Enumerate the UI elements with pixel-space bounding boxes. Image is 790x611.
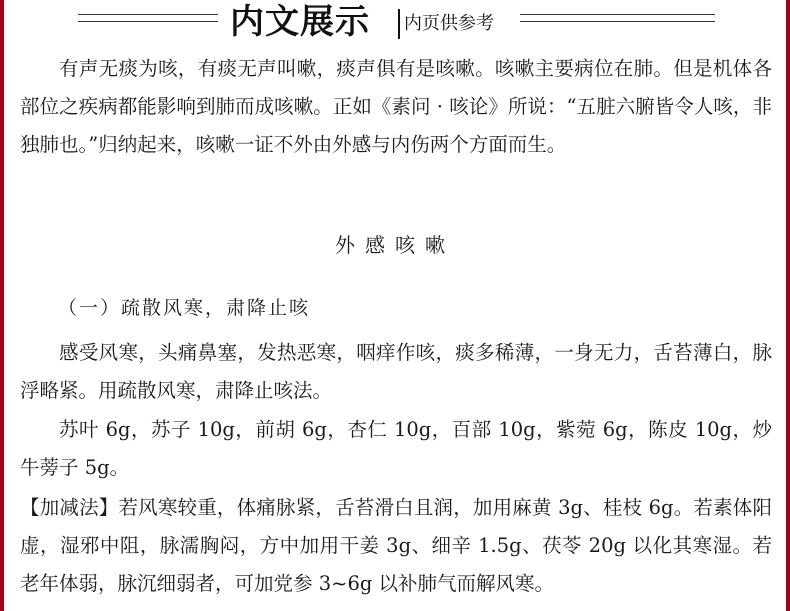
header-title: 内文展示 <box>230 2 370 42</box>
section-title: 外感咳嗽 <box>335 233 455 257</box>
header-separator <box>398 9 400 39</box>
prescription-paragraph: 苏叶 6g，苏子 10g，前胡 6g，杏仁 10g，百部 10g，紫菀 6g，陈皮 10g，炒牛蒡子 5g。 <box>20 418 772 479</box>
page-header <box>0 0 790 50</box>
header-rule-left-top <box>78 14 218 15</box>
modification-paragraph: 【加减法】若风寒较重，体痛脉紧，舌苔滑白且润，加用麻黄 3g、桂枝 6g。若素体阳虚，湿邪中阻，脉濡胸闷，方中加用干姜 3g、细辛 1.5g、茯苓 20g 以化其寒湿。若老年体弱，脉沉细弱者，可加党参 3~6g 以补肺气而解风寒。 <box>20 496 772 595</box>
intro-paragraph: 有声无痰为咳，有痰无声叫嗽，痰声俱有是咳嗽。咳嗽主要病位在肺。但是机体各部位之疾病都能影响到肺而成咳嗽。正如《素问 · 咳论》所说：“五脏六腑皆令人咳，非独肺也。”归纳起来，咳嗽一证不外由外感与内伤两个方面而生。 <box>20 57 772 156</box>
symptoms-paragraph: 感受风寒，头痛鼻塞，发热恶寒，咽痒作咳，痰多稀薄，一身无力，舌苔薄白，脉浮略紧。用疏散风寒，肃降止咳法。 <box>20 341 772 402</box>
header-rule-left-bottom <box>78 21 218 22</box>
header-rule-right-top <box>520 14 715 15</box>
subsection-title: （一）疏散风寒，肃降止咳 <box>58 297 311 319</box>
header-subtitle: 内页供参考 <box>404 13 494 34</box>
header-rule-right-bottom <box>520 21 715 22</box>
frame-border-right <box>786 0 790 611</box>
frame-border-left <box>0 0 4 611</box>
